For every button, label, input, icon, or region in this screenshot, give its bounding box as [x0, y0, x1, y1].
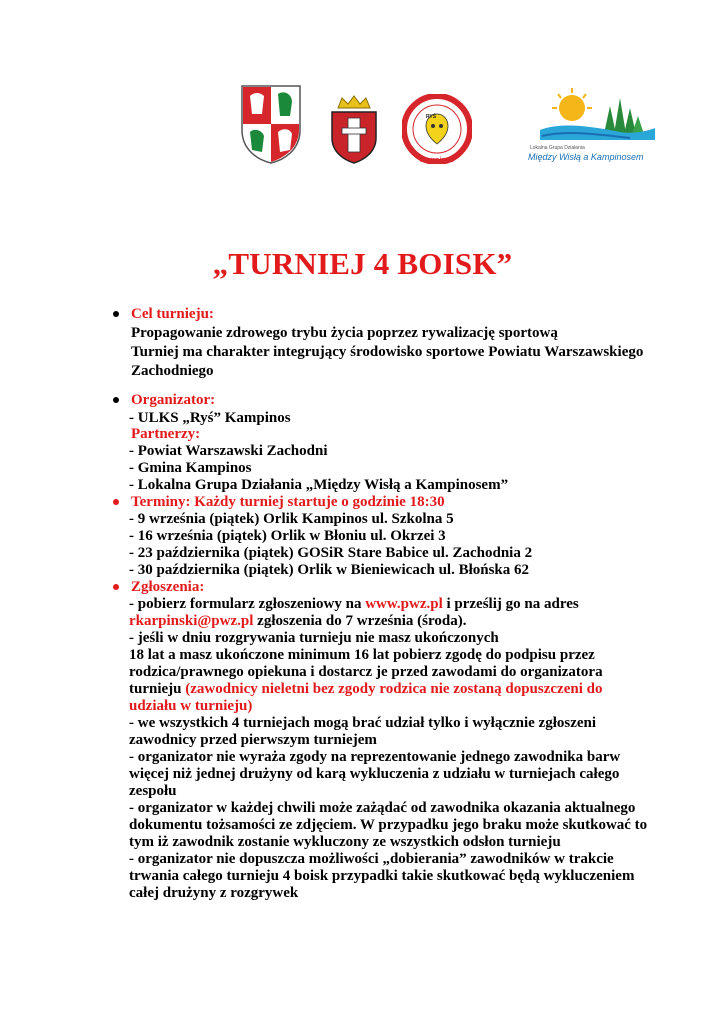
section-heading-terminy: Terminy: Każdy turniej startuje o godzinie 18:30 [131, 494, 445, 510]
logo-strip [0, 80, 725, 190]
zgloszenia-line: trwania całego turnieju 4 boisk przypadki takie skutkować będą wykluczeniem [129, 868, 635, 884]
bullet-dot [113, 499, 119, 505]
partner-item: - Gmina Kampinos [129, 460, 252, 476]
zgloszenia-line [129, 612, 466, 630]
zgloszenia-line: - organizator nie wyraża zgody na reprezentowanie jednego zawodnika barw [129, 749, 621, 765]
zgloszenia-text: i prześlij go na adres [442, 596, 579, 612]
page-title: „TURNIEJ 4 BOISK” [212, 246, 513, 281]
section-heading-organizator: Organizator: [131, 392, 216, 408]
zgloszenia-line [129, 595, 579, 613]
section-heading-zgloszenia: Zgłoszenia: [131, 579, 205, 595]
termin-item: - 23 października (piątek) GOSiR Stare Babice ul. Zachodnia 2 [129, 545, 533, 561]
section-heading-cel: Cel turnieju: [131, 306, 214, 322]
zgloszenia-line: - organizator w każdej chwili może zażądać od zawodnika okazania aktualnego [129, 800, 636, 816]
zgloszenia-line: - we wszystkich 4 turniejach mogą brać udział tylko i wyłącznie zgłoszeni [129, 715, 597, 731]
rys-badge-label: Kampinos [420, 157, 454, 164]
zgloszenia-line: - organizator nie dopuszcza możliwości „dobierania” zawodników w trakcie [129, 851, 614, 867]
termin-item: - 30 października (piątek) Orlik w Bieniewicach ul. Błońska 62 [129, 562, 530, 578]
bullet-dot [113, 311, 119, 317]
email-link[interactable]: rkarpinski@pwz.pl [129, 613, 254, 629]
cel-line: Zachodniego [131, 363, 214, 379]
zgloszenia-line: rodzica/prawnego opiekuna i dostarcz je przed zawodami do organizatora [129, 664, 603, 680]
termin-item: - 9 września (piątek) Orlik Kampinos ul. Szkolna 5 [129, 511, 454, 527]
lgd-name-label: Między Wisłą a Kampinosem [528, 152, 644, 162]
zgloszenia-line: zawodnicy przed pierwszym turniejem [129, 732, 377, 748]
zgloszenia-line: 18 lat a masz ukończone minimum 16 lat pobierz zgodę do podpisu przez [129, 647, 595, 663]
zgloszenia-text: turnieju [129, 681, 186, 697]
rys-club-badge-logo [402, 94, 472, 164]
zgloszenia-line: dokumentu tożsamości ze zdjęciem. W przypadku jego braku może skutkować to [129, 817, 648, 833]
zgloszenia-line: zespołu [129, 783, 177, 799]
bullet-dot [113, 584, 119, 590]
zgloszenia-line [129, 680, 602, 698]
gmina-coat-of-arms-logo [330, 94, 378, 164]
cel-line: Propagowanie zdrowego trybu życia poprzez rywalizację sportową [131, 325, 558, 341]
rys-badge-letters: RYŚ [426, 114, 437, 120]
warning-text: udziału w turnieju) [129, 698, 253, 714]
lgd-small-label: Lokalna Grupa Działania [530, 145, 585, 151]
termin-item: - 16 września (piątek) Orlik w Błoniu ul. Okrzei 3 [129, 528, 446, 544]
lgd-sun-trees-logo [520, 86, 660, 148]
partner-item: - Lokalna Grupa Działania „Między Wisłą a Kampinosem” [129, 477, 509, 493]
website-link[interactable]: www.pwz.pl [365, 596, 443, 612]
zgloszenia-line: więcej niż jednej drużyny od karą wykluczenia z udziału w turniejach całego [129, 766, 620, 782]
bullet-dot [113, 397, 119, 403]
zgloszenia-line: tym iż zawodnik zostanie wykluczony ze wszystkich odsłon turnieju [129, 834, 561, 850]
warning-text: (zawodnicy nieletni bez zgody rodzica nie zostaną dopuszczeni do [185, 681, 603, 697]
zgloszenia-text: zgłoszenia do 7 września (środa). [253, 613, 467, 629]
powiat-coat-of-arms-logo [240, 84, 302, 164]
zgloszenia-text: - pobierz formularz zgłoszeniowy na [129, 596, 366, 612]
partners-heading: Partnerzy: [131, 426, 201, 442]
zgloszenia-line: całej drużyny z rozgrywek [129, 885, 299, 901]
partner-item: - Powiat Warszawski Zachodni [129, 443, 328, 459]
zgloszenia-line: - jeśli w dniu rozgrywania turnieju nie masz ukończonych [129, 630, 499, 646]
cel-line: Turniej ma charakter integrujący środowisko sportowe Powiatu Warszawskiego [131, 344, 644, 360]
organizator-line: - ULKS „Ryś” Kampinos [129, 410, 291, 426]
